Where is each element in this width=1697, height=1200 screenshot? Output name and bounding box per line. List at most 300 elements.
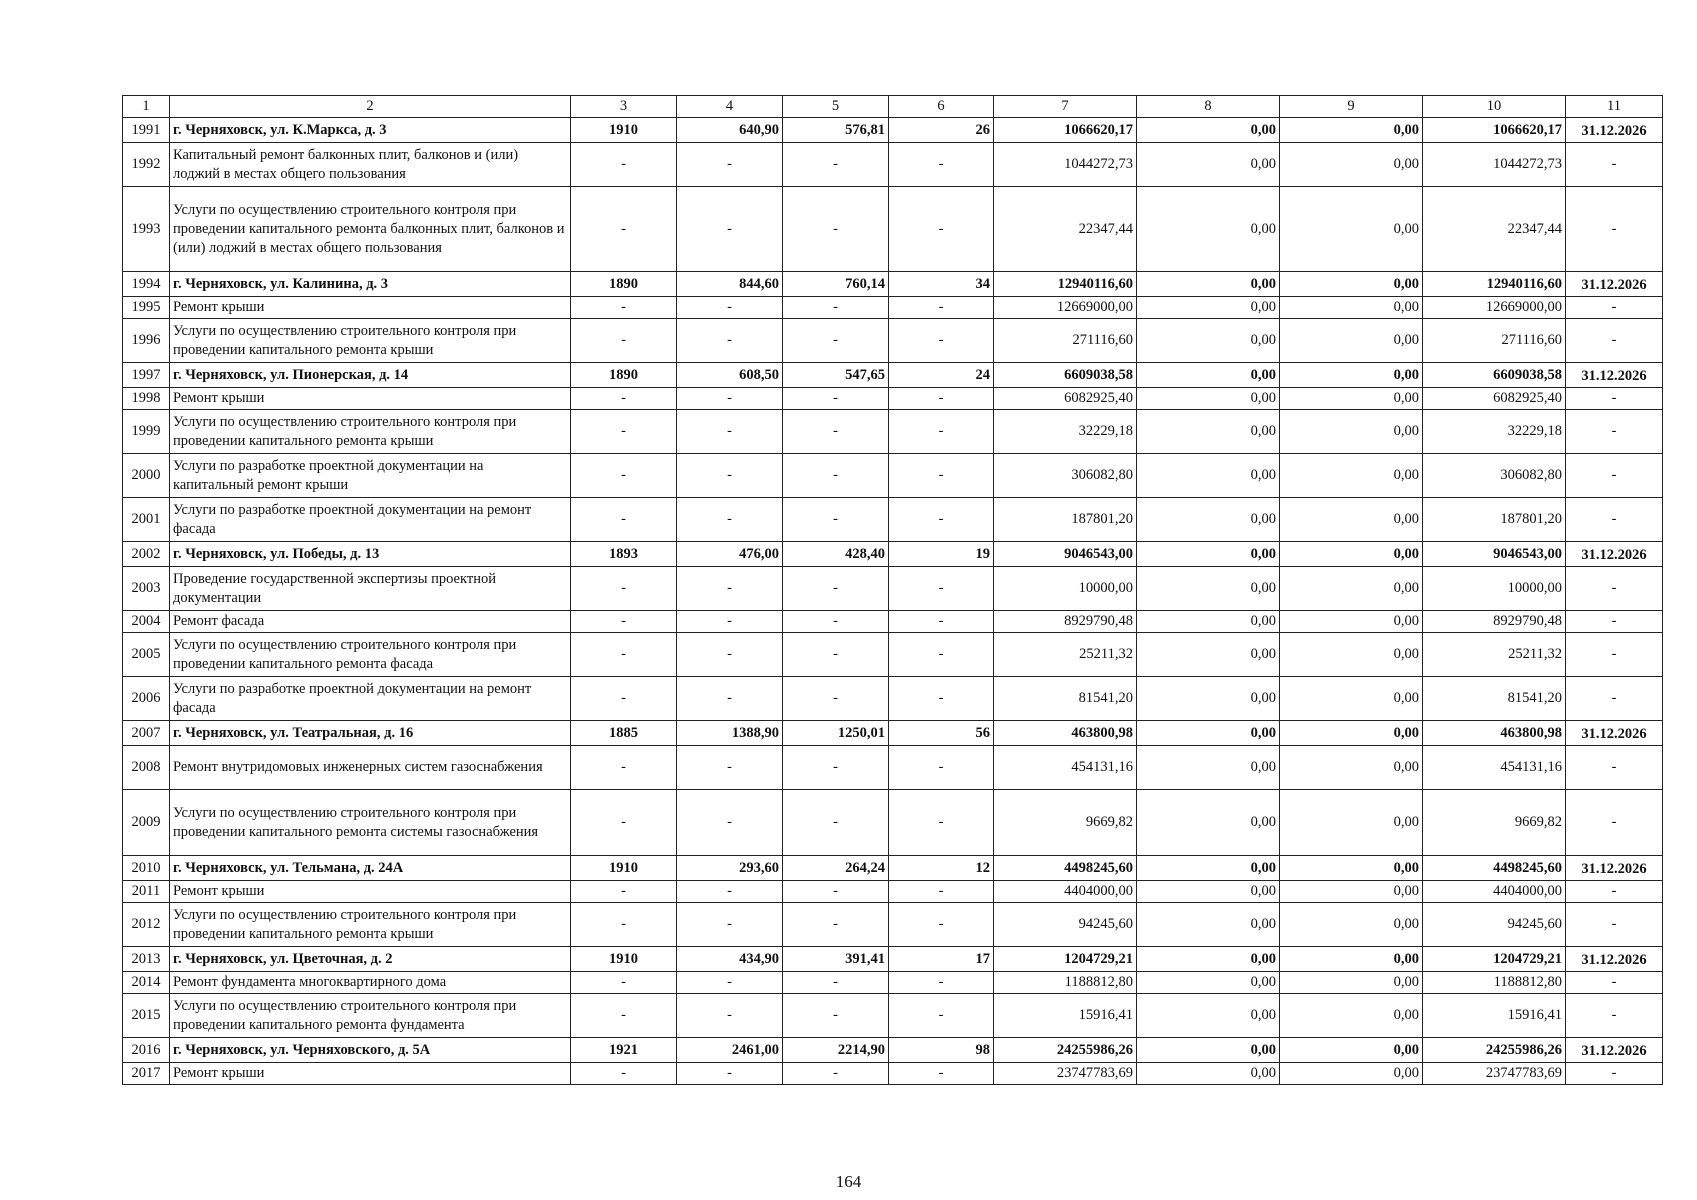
cost-col8-cell: 0,00	[1137, 972, 1280, 994]
total-area-cell: -	[677, 790, 783, 856]
total-area-cell: 1388,90	[677, 721, 783, 746]
deadline-cell: -	[1566, 388, 1663, 410]
cost-total-cell: 32229,18	[994, 410, 1137, 454]
cost-col9-cell: 0,00	[1280, 790, 1423, 856]
row-number-cell: 2014	[123, 972, 170, 994]
year-cell: -	[571, 297, 677, 319]
residents-cell: 98	[889, 1038, 994, 1063]
work-description-cell: г. Черняховск, ул. Победы, д. 13	[170, 542, 571, 567]
work-item-row	[123, 498, 1663, 542]
year-cell: -	[571, 143, 677, 187]
total-area-cell: -	[677, 454, 783, 498]
work-description-cell: Услуги по осуществлению строительного контроля при проведении капитального ремонта фасада	[170, 633, 571, 677]
cost-col9-cell: 0,00	[1280, 454, 1423, 498]
year-cell: -	[571, 187, 677, 272]
living-area-cell: -	[783, 994, 889, 1038]
cost-col10-cell: 1066620,17	[1423, 118, 1566, 143]
cost-col9-cell: 0,00	[1280, 319, 1423, 363]
row-number-cell: 2002	[123, 542, 170, 567]
cost-col8-cell: 0,00	[1137, 856, 1280, 881]
work-description-cell: Ремонт крыши	[170, 388, 571, 410]
cost-total-cell: 12669000,00	[994, 297, 1137, 319]
cost-col8-cell: 0,00	[1137, 611, 1280, 633]
address-row	[123, 118, 1663, 143]
work-item-row	[123, 611, 1663, 633]
work-description-cell: Ремонт крыши	[170, 881, 571, 903]
row-number-cell: 2015	[123, 994, 170, 1038]
row-number-cell: 1999	[123, 410, 170, 454]
year-cell: -	[571, 454, 677, 498]
work-description-cell: Услуги по осуществлению строительного контроля при проведении капитального ремонта фундамента	[170, 994, 571, 1038]
cost-col10-cell: 8929790,48	[1423, 611, 1566, 633]
cost-total-cell: 454131,16	[994, 746, 1137, 790]
deadline-cell: -	[1566, 498, 1663, 542]
cost-total-cell: 306082,80	[994, 454, 1137, 498]
deadline-cell: -	[1566, 1063, 1663, 1085]
work-description-cell: Услуги по осуществлению строительного контроля при проведении капитального ремонта системы газоснабжения	[170, 790, 571, 856]
total-area-cell: -	[677, 319, 783, 363]
cost-col8-cell: 0,00	[1137, 272, 1280, 297]
work-description-cell: Услуги по осуществлению строительного контроля при проведении капитального ремонта крыши	[170, 319, 571, 363]
cost-col10-cell: 1044272,73	[1423, 143, 1566, 187]
cost-col10-cell: 12669000,00	[1423, 297, 1566, 319]
living-area-cell: -	[783, 677, 889, 721]
row-number-cell: 2016	[123, 1038, 170, 1063]
address-row	[123, 947, 1663, 972]
residents-cell: -	[889, 567, 994, 611]
residents-cell: -	[889, 746, 994, 790]
row-number-cell: 1996	[123, 319, 170, 363]
work-description-cell: Услуги по разработке проектной документации на ремонт фасада	[170, 498, 571, 542]
work-description-cell: Услуги по осуществлению строительного контроля при проведении капитального ремонта крыши	[170, 410, 571, 454]
residents-cell: 12	[889, 856, 994, 881]
year-cell: -	[571, 881, 677, 903]
residents-cell: 26	[889, 118, 994, 143]
cost-total-cell: 4404000,00	[994, 881, 1137, 903]
deadline-cell: 31.12.2026	[1566, 721, 1663, 746]
deadline-cell: -	[1566, 187, 1663, 272]
total-area-cell: -	[677, 903, 783, 947]
cost-col9-cell: 0,00	[1280, 498, 1423, 542]
cost-col8-cell: 0,00	[1137, 903, 1280, 947]
cost-total-cell: 1066620,17	[994, 118, 1137, 143]
living-area-cell: -	[783, 611, 889, 633]
year-cell: -	[571, 410, 677, 454]
row-number-cell: 1992	[123, 143, 170, 187]
year-cell: 1893	[571, 542, 677, 567]
cost-col8-cell: 0,00	[1137, 746, 1280, 790]
row-number-cell: 2008	[123, 746, 170, 790]
total-area-cell: -	[677, 143, 783, 187]
deadline-cell: -	[1566, 143, 1663, 187]
page-number: 164	[835, 1172, 862, 1191]
cost-col8-cell: 0,00	[1137, 118, 1280, 143]
residents-cell: -	[889, 187, 994, 272]
living-area-cell: -	[783, 972, 889, 994]
deadline-cell: -	[1566, 611, 1663, 633]
cost-col8-cell: 0,00	[1137, 1038, 1280, 1063]
deadline-cell: 31.12.2026	[1566, 947, 1663, 972]
column-header: 11	[1566, 96, 1663, 118]
address-row	[123, 363, 1663, 388]
cost-col10-cell: 306082,80	[1423, 454, 1566, 498]
deadline-cell: 31.12.2026	[1566, 542, 1663, 567]
cost-col9-cell: 0,00	[1280, 677, 1423, 721]
work-item-row	[123, 410, 1663, 454]
total-area-cell: -	[677, 187, 783, 272]
deadline-cell: -	[1566, 319, 1663, 363]
work-item-row	[123, 994, 1663, 1038]
cost-col9-cell: 0,00	[1280, 721, 1423, 746]
total-area-cell: 844,60	[677, 272, 783, 297]
cost-total-cell: 1188812,80	[994, 972, 1137, 994]
cost-col9-cell: 0,00	[1280, 187, 1423, 272]
year-cell: 1910	[571, 856, 677, 881]
column-header: 4	[677, 96, 783, 118]
row-number-cell: 2000	[123, 454, 170, 498]
living-area-cell: -	[783, 187, 889, 272]
cost-col8-cell: 0,00	[1137, 498, 1280, 542]
residents-cell: 24	[889, 363, 994, 388]
cost-col10-cell: 1204729,21	[1423, 947, 1566, 972]
year-cell: 1885	[571, 721, 677, 746]
column-header: 7	[994, 96, 1137, 118]
total-area-cell: 2461,00	[677, 1038, 783, 1063]
total-area-cell: -	[677, 611, 783, 633]
deadline-cell: 31.12.2026	[1566, 856, 1663, 881]
cost-total-cell: 4498245,60	[994, 856, 1137, 881]
living-area-cell: -	[783, 790, 889, 856]
residents-cell: 19	[889, 542, 994, 567]
residents-cell: -	[889, 388, 994, 410]
cost-col10-cell: 6609038,58	[1423, 363, 1566, 388]
column-header: 6	[889, 96, 994, 118]
row-number-cell: 2003	[123, 567, 170, 611]
cost-col8-cell: 0,00	[1137, 994, 1280, 1038]
total-area-cell: 293,60	[677, 856, 783, 881]
year-cell: 1910	[571, 947, 677, 972]
column-header: 1	[123, 96, 170, 118]
living-area-cell: 428,40	[783, 542, 889, 567]
work-item-row	[123, 677, 1663, 721]
cost-col8-cell: 0,00	[1137, 790, 1280, 856]
cost-total-cell: 10000,00	[994, 567, 1137, 611]
year-cell: -	[571, 498, 677, 542]
cost-col8-cell: 0,00	[1137, 881, 1280, 903]
row-number-cell: 2006	[123, 677, 170, 721]
total-area-cell: 608,50	[677, 363, 783, 388]
cost-col9-cell: 0,00	[1280, 297, 1423, 319]
cost-col9-cell: 0,00	[1280, 542, 1423, 567]
cost-col9-cell: 0,00	[1280, 1063, 1423, 1085]
cost-col10-cell: 463800,98	[1423, 721, 1566, 746]
cost-total-cell: 1204729,21	[994, 947, 1137, 972]
cost-col9-cell: 0,00	[1280, 118, 1423, 143]
total-area-cell: -	[677, 388, 783, 410]
living-area-cell: -	[783, 143, 889, 187]
year-cell: -	[571, 388, 677, 410]
living-area-cell: -	[783, 903, 889, 947]
cost-col10-cell: 271116,60	[1423, 319, 1566, 363]
living-area-cell: 391,41	[783, 947, 889, 972]
cost-total-cell: 23747783,69	[994, 1063, 1137, 1085]
work-description-cell: Услуги по осуществлению строительного контроля при проведении капитального ремонта балконных плит, балконов и (или) лоджий в местах общего пользования	[170, 187, 571, 272]
row-number-cell: 2012	[123, 903, 170, 947]
year-cell: -	[571, 790, 677, 856]
work-description-cell: Услуги по разработке проектной документации на ремонт фасада	[170, 677, 571, 721]
residents-cell: -	[889, 972, 994, 994]
cost-col10-cell: 454131,16	[1423, 746, 1566, 790]
year-cell: -	[571, 677, 677, 721]
residents-cell: -	[889, 881, 994, 903]
deadline-cell: 31.12.2026	[1566, 1038, 1663, 1063]
cost-col10-cell: 187801,20	[1423, 498, 1566, 542]
year-cell: -	[571, 903, 677, 947]
living-area-cell: -	[783, 410, 889, 454]
cost-col9-cell: 0,00	[1280, 1038, 1423, 1063]
living-area-cell: 760,14	[783, 272, 889, 297]
cost-col9-cell: 0,00	[1280, 633, 1423, 677]
cost-col10-cell: 4404000,00	[1423, 881, 1566, 903]
cost-col8-cell: 0,00	[1137, 297, 1280, 319]
capital-repair-table	[122, 95, 1663, 1085]
deadline-cell: -	[1566, 881, 1663, 903]
cost-total-cell: 271116,60	[994, 319, 1137, 363]
cost-col10-cell: 1188812,80	[1423, 972, 1566, 994]
row-number-cell: 2017	[123, 1063, 170, 1085]
row-number-cell: 1994	[123, 272, 170, 297]
row-number-cell: 2011	[123, 881, 170, 903]
living-area-cell: -	[783, 633, 889, 677]
row-number-cell: 2007	[123, 721, 170, 746]
work-item-row	[123, 633, 1663, 677]
total-area-cell: -	[677, 567, 783, 611]
row-number-cell: 1991	[123, 118, 170, 143]
cost-col10-cell: 12940116,60	[1423, 272, 1566, 297]
total-area-cell: -	[677, 881, 783, 903]
deadline-cell: -	[1566, 410, 1663, 454]
cost-col8-cell: 0,00	[1137, 1063, 1280, 1085]
residents-cell: -	[889, 498, 994, 542]
cost-col9-cell: 0,00	[1280, 994, 1423, 1038]
work-item-row	[123, 143, 1663, 187]
address-row	[123, 1038, 1663, 1063]
work-item-row	[123, 790, 1663, 856]
living-area-cell: -	[783, 567, 889, 611]
cost-col8-cell: 0,00	[1137, 567, 1280, 611]
cost-col9-cell: 0,00	[1280, 746, 1423, 790]
cost-col9-cell: 0,00	[1280, 881, 1423, 903]
cost-col8-cell: 0,00	[1137, 410, 1280, 454]
address-row	[123, 856, 1663, 881]
cost-total-cell: 187801,20	[994, 498, 1137, 542]
address-row	[123, 721, 1663, 746]
work-item-row	[123, 903, 1663, 947]
cost-col9-cell: 0,00	[1280, 410, 1423, 454]
cost-col10-cell: 81541,20	[1423, 677, 1566, 721]
work-description-cell: г. Черняховск, ул. Пионерская, д. 14	[170, 363, 571, 388]
cost-col8-cell: 0,00	[1137, 187, 1280, 272]
cost-total-cell: 12940116,60	[994, 272, 1137, 297]
work-description-cell: г. Черняховск, ул. Калинина, д. 3	[170, 272, 571, 297]
total-area-cell: -	[677, 1063, 783, 1085]
residents-cell: 34	[889, 272, 994, 297]
column-header: 2	[170, 96, 571, 118]
row-number-cell: 2004	[123, 611, 170, 633]
cost-total-cell: 463800,98	[994, 721, 1137, 746]
cost-col8-cell: 0,00	[1137, 388, 1280, 410]
cost-col10-cell: 9046543,00	[1423, 542, 1566, 567]
cost-col9-cell: 0,00	[1280, 363, 1423, 388]
year-cell: -	[571, 319, 677, 363]
work-item-row	[123, 319, 1663, 363]
total-area-cell: -	[677, 410, 783, 454]
year-cell: -	[571, 994, 677, 1038]
address-row	[123, 542, 1663, 567]
deadline-cell: -	[1566, 994, 1663, 1038]
year-cell: 1921	[571, 1038, 677, 1063]
cost-col9-cell: 0,00	[1280, 903, 1423, 947]
cost-col9-cell: 0,00	[1280, 143, 1423, 187]
column-header: 10	[1423, 96, 1566, 118]
cost-col10-cell: 9669,82	[1423, 790, 1566, 856]
year-cell: 1890	[571, 272, 677, 297]
residents-cell: -	[889, 677, 994, 721]
cost-col10-cell: 15916,41	[1423, 994, 1566, 1038]
work-description-cell: г. Черняховск, ул. Театральная, д. 16	[170, 721, 571, 746]
cost-col8-cell: 0,00	[1137, 363, 1280, 388]
deadline-cell: -	[1566, 297, 1663, 319]
total-area-cell: -	[677, 746, 783, 790]
deadline-cell: -	[1566, 790, 1663, 856]
total-area-cell: 434,90	[677, 947, 783, 972]
deadline-cell: -	[1566, 972, 1663, 994]
living-area-cell: 1250,01	[783, 721, 889, 746]
deadline-cell: -	[1566, 903, 1663, 947]
work-description-cell: Ремонт фундамента многоквартирного дома	[170, 972, 571, 994]
deadline-cell: -	[1566, 454, 1663, 498]
cost-col8-cell: 0,00	[1137, 947, 1280, 972]
deadline-cell: 31.12.2026	[1566, 363, 1663, 388]
living-area-cell: -	[783, 388, 889, 410]
work-description-cell: Ремонт фасада	[170, 611, 571, 633]
work-description-cell: Услуги по осуществлению строительного контроля при проведении капитального ремонта крыши	[170, 903, 571, 947]
cost-total-cell: 24255986,26	[994, 1038, 1137, 1063]
work-description-cell: г. Черняховск, ул. Тельмана, д. 24А	[170, 856, 571, 881]
residents-cell: -	[889, 319, 994, 363]
work-item-row	[123, 187, 1663, 272]
cost-col10-cell: 24255986,26	[1423, 1038, 1566, 1063]
cost-col10-cell: 32229,18	[1423, 410, 1566, 454]
cost-total-cell: 94245,60	[994, 903, 1137, 947]
year-cell: -	[571, 746, 677, 790]
work-item-row	[123, 454, 1663, 498]
year-cell: 1890	[571, 363, 677, 388]
year-cell: -	[571, 1063, 677, 1085]
work-description-cell: Ремонт внутридомовых инженерных систем газоснабжения	[170, 746, 571, 790]
residents-cell: -	[889, 611, 994, 633]
living-area-cell: -	[783, 746, 889, 790]
work-item-row	[123, 388, 1663, 410]
cost-col10-cell: 22347,44	[1423, 187, 1566, 272]
cost-col10-cell: 94245,60	[1423, 903, 1566, 947]
total-area-cell: -	[677, 498, 783, 542]
total-area-cell: -	[677, 972, 783, 994]
work-description-cell: г. Черняховск, ул. Цветочная, д. 2	[170, 947, 571, 972]
living-area-cell: 576,81	[783, 118, 889, 143]
work-description-cell: г. Черняховск, ул. Черняховского, д. 5А	[170, 1038, 571, 1063]
cost-total-cell: 6082925,40	[994, 388, 1137, 410]
cost-total-cell: 8929790,48	[994, 611, 1137, 633]
residents-cell: -	[889, 410, 994, 454]
cost-col9-cell: 0,00	[1280, 947, 1423, 972]
cost-col9-cell: 0,00	[1280, 856, 1423, 881]
row-number-cell: 2001	[123, 498, 170, 542]
deadline-cell: 31.12.2026	[1566, 272, 1663, 297]
address-row	[123, 272, 1663, 297]
cost-total-cell: 9046543,00	[994, 542, 1137, 567]
row-number-cell: 2009	[123, 790, 170, 856]
cost-total-cell: 1044272,73	[994, 143, 1137, 187]
cost-total-cell: 25211,32	[994, 633, 1137, 677]
residents-cell: 56	[889, 721, 994, 746]
residents-cell: -	[889, 633, 994, 677]
year-cell: -	[571, 972, 677, 994]
cost-total-cell: 15916,41	[994, 994, 1137, 1038]
total-area-cell: -	[677, 297, 783, 319]
living-area-cell: 264,24	[783, 856, 889, 881]
cost-total-cell: 81541,20	[994, 677, 1137, 721]
cost-total-cell: 22347,44	[994, 187, 1137, 272]
total-area-cell: 640,90	[677, 118, 783, 143]
cost-col10-cell: 10000,00	[1423, 567, 1566, 611]
row-number-cell: 2010	[123, 856, 170, 881]
residents-cell: -	[889, 454, 994, 498]
row-number-cell: 2005	[123, 633, 170, 677]
total-area-cell: -	[677, 677, 783, 721]
living-area-cell: 2214,90	[783, 1038, 889, 1063]
work-description-cell: Проведение государственной экспертизы проектной документации	[170, 567, 571, 611]
living-area-cell: -	[783, 297, 889, 319]
deadline-cell: 31.12.2026	[1566, 118, 1663, 143]
work-description-cell: Ремонт крыши	[170, 297, 571, 319]
work-description-cell: Ремонт крыши	[170, 1063, 571, 1085]
work-description-cell: Услуги по разработке проектной документации на капитальный ремонт крыши	[170, 454, 571, 498]
row-number-cell: 1997	[123, 363, 170, 388]
work-item-row	[123, 1063, 1663, 1085]
residents-cell: -	[889, 790, 994, 856]
cost-total-cell: 6609038,58	[994, 363, 1137, 388]
cost-col9-cell: 0,00	[1280, 611, 1423, 633]
residents-cell: -	[889, 994, 994, 1038]
cost-col8-cell: 0,00	[1137, 542, 1280, 567]
cost-col10-cell: 6082925,40	[1423, 388, 1566, 410]
work-item-row	[123, 972, 1663, 994]
row-number-cell: 1995	[123, 297, 170, 319]
residents-cell: 17	[889, 947, 994, 972]
cost-col8-cell: 0,00	[1137, 633, 1280, 677]
deadline-cell: -	[1566, 567, 1663, 611]
column-header: 8	[1137, 96, 1280, 118]
year-cell: 1910	[571, 118, 677, 143]
living-area-cell: -	[783, 454, 889, 498]
cost-col8-cell: 0,00	[1137, 319, 1280, 363]
row-number-cell: 1998	[123, 388, 170, 410]
cost-col8-cell: 0,00	[1137, 721, 1280, 746]
cost-col9-cell: 0,00	[1280, 567, 1423, 611]
cost-col8-cell: 0,00	[1137, 677, 1280, 721]
cost-col9-cell: 0,00	[1280, 272, 1423, 297]
